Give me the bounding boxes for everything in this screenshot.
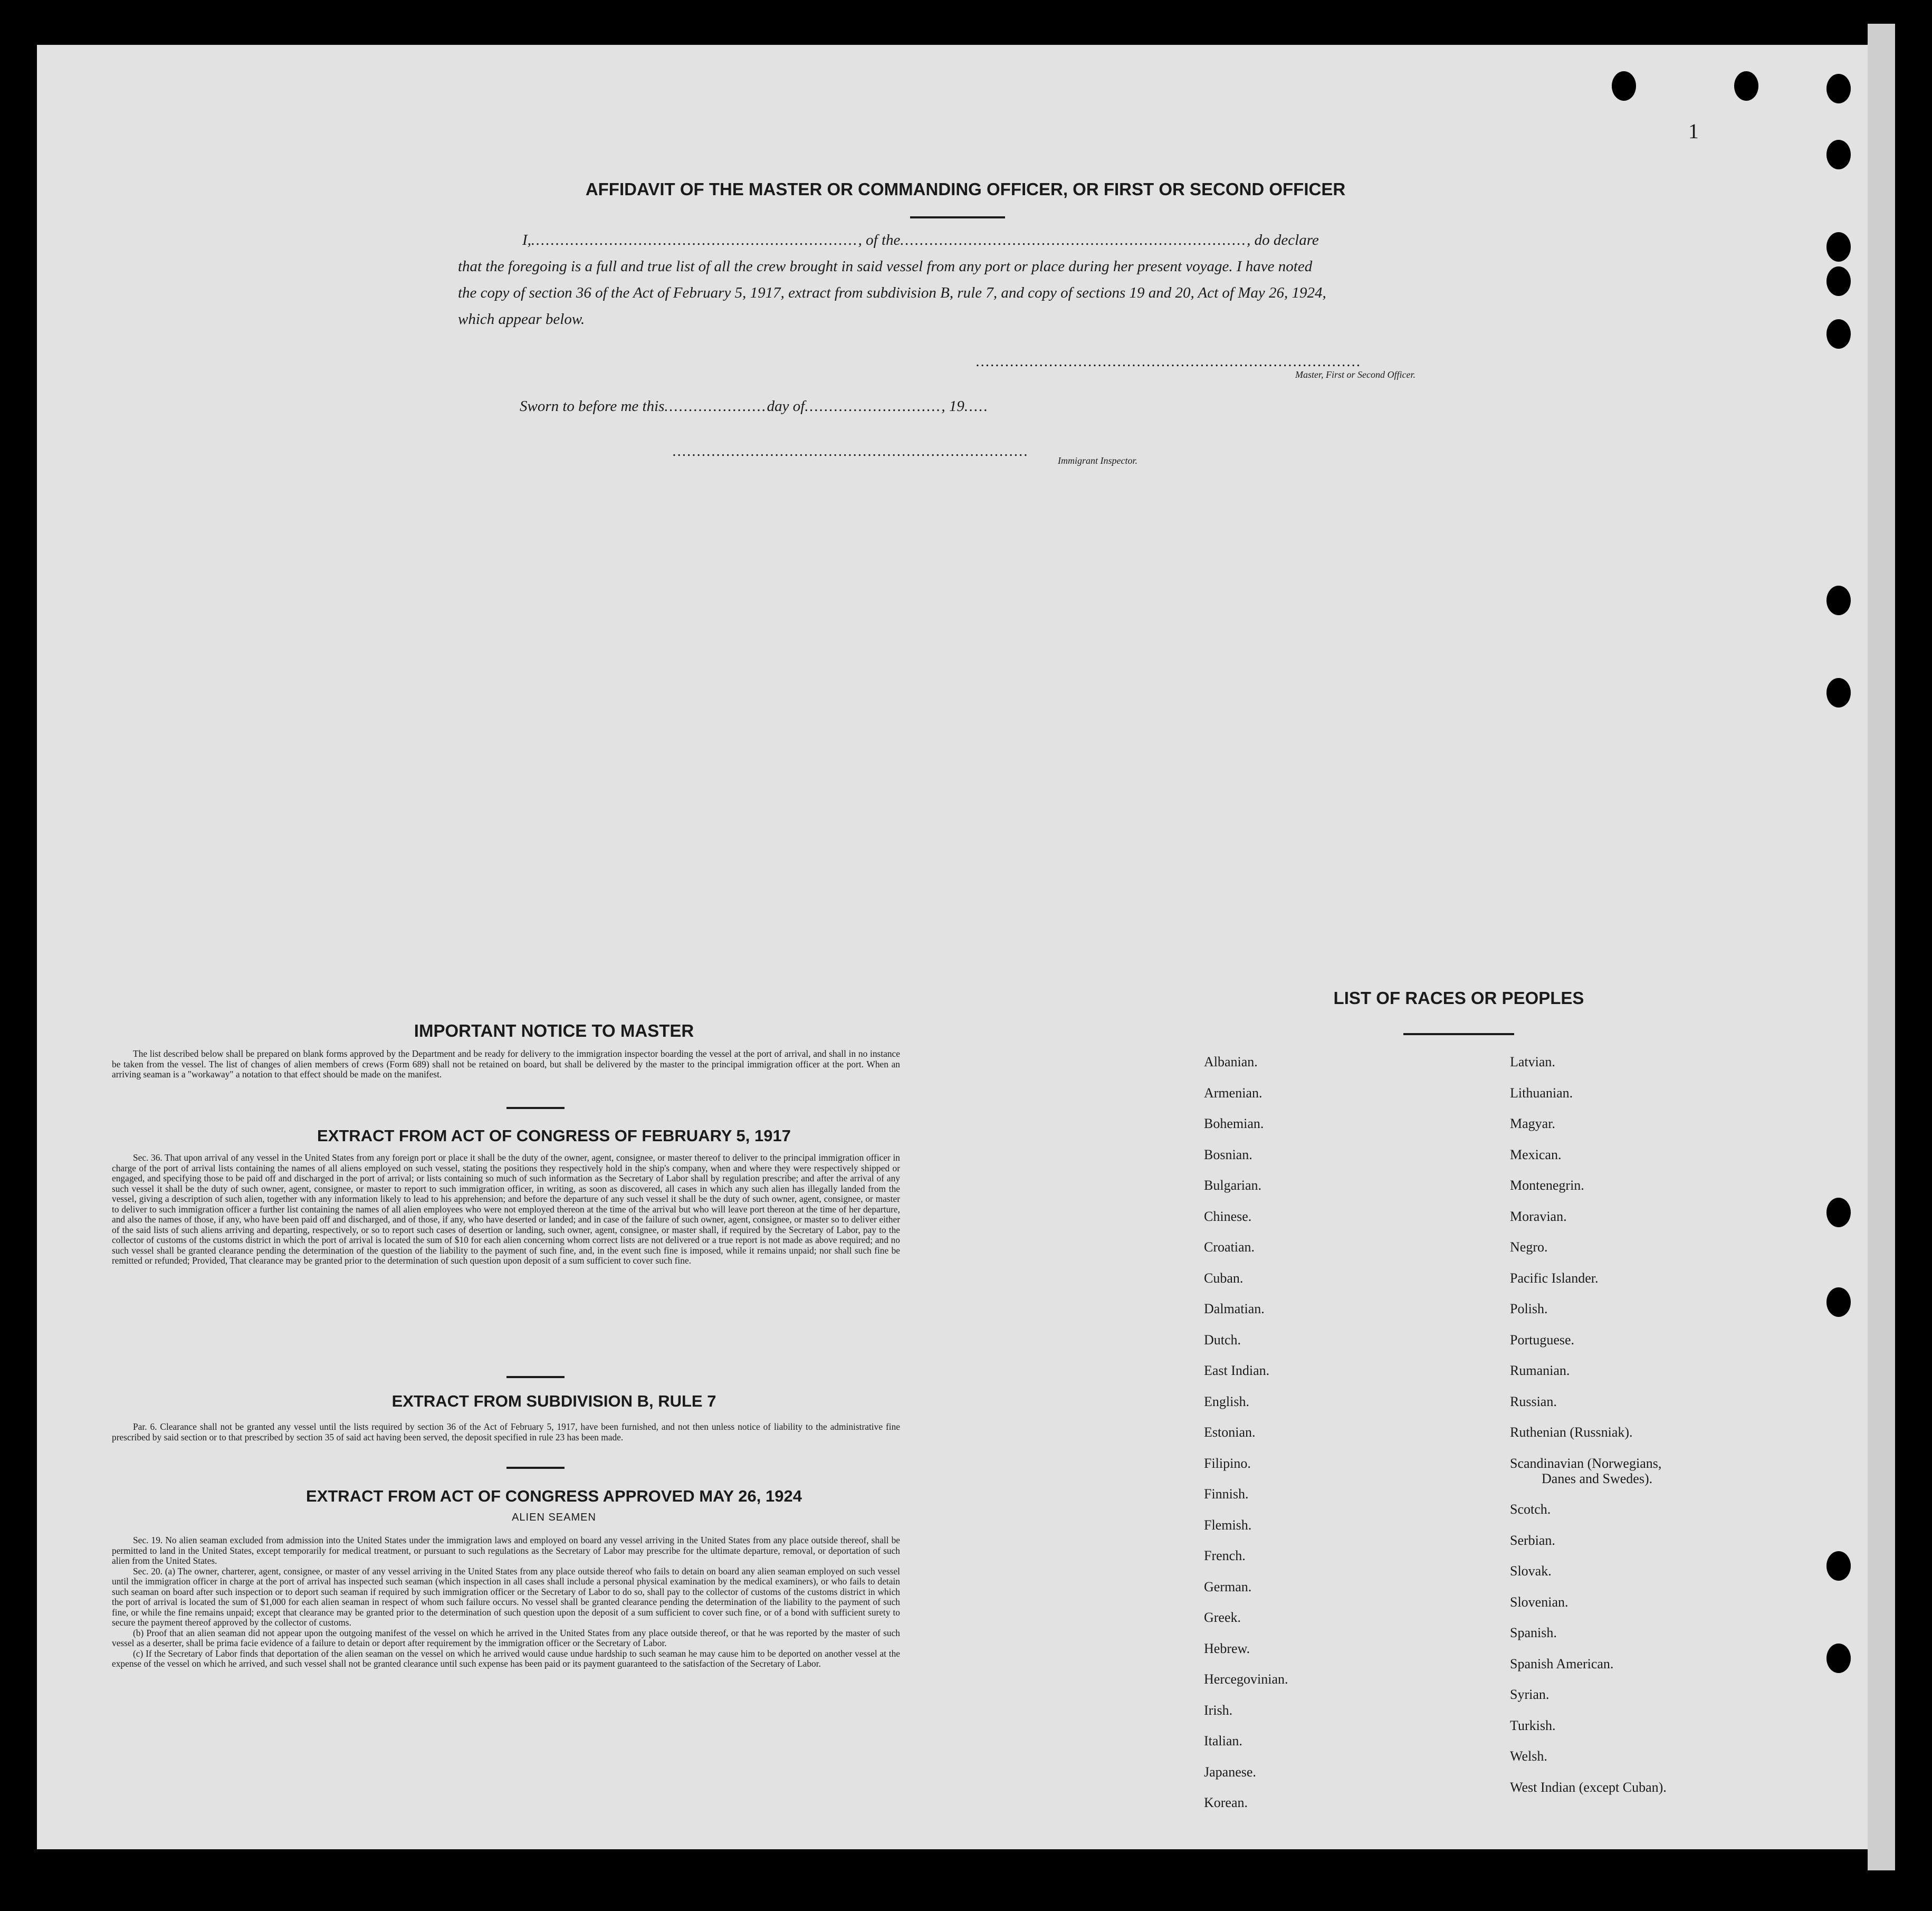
race-item: Montenegrin. (1510, 1178, 1584, 1193)
affidavit-title: AFFIDAVIT OF THE MASTER OR COMMANDING OFFICER, OR FIRST OR SECOND OFFICER (585, 179, 1346, 199)
binder-hole (1826, 1287, 1851, 1317)
extract-1924-title: EXTRACT FROM ACT OF CONGRESS APPROVED MAY 26, 1924 (306, 1487, 802, 1505)
sec-20b-paragraph: (b) Proof that an alien seaman did not appear upon the outgoing manifest of the vessel on which he arrived in the United States from any place outside thereof, or that he was reported by the master of such vessel as a deserter, shall be prima facie evidence of a failure to detain or deport after requirement by the immigration officer or the Secretary of Labor. (112, 1627, 900, 1648)
race-item: Dalmatian. (1204, 1301, 1265, 1316)
binder-hole (1826, 1644, 1851, 1673)
race-item: Dutch. (1204, 1332, 1241, 1348)
races-column-1 (1204, 1054, 1468, 1826)
binder-hole (1826, 232, 1851, 262)
race-item: Slovenian. (1510, 1594, 1568, 1610)
race-item: Serbian. (1510, 1532, 1555, 1548)
race-item: Polish. (1510, 1301, 1548, 1316)
day-of-label: day of (767, 398, 805, 415)
declarant-name-field[interactable]: ................................................................... (531, 232, 858, 249)
race-item: Flemish. (1204, 1517, 1252, 1533)
sec-36-paragraph: Sec. 36. That upon arrival of any vessel in the United States from any foreign port or place it shall be the duty of the owner, agent, consignee, or master thereof to deliver to the principal immigration officer in charge of the port of arrival lists containing the names of all aliens employed on such vessel, stating the positions they respectively hold in the ship's company, when and where they were respectively shipped or engaged, and specifying those to be paid off and discharged in the port of arrival; or lists containing so much of such information as the Secretary of Labor shall by regulation prescribe; and after the arrival of any such vessel it shall be the duty of such owner, agent, consignee, or master to report to such immigration officer, in writing, as soon as discovered, all cases in which any such alien has illegally landed from the vessel, giving a description of such alien, together with any information likely to lead to his apprehension; and before the departure of any such vessel it shall be the duty of such owner, agent, consignee, or master to deliver to such immigration officer a further list containing the names of all alien employees who were not employed thereon at the time of the arrival but who will leave port thereon at the time of her departure, and also the names of those, if any, who have been paid off and discharged, and of those, if any, who have deserted or landed; and in case of the failure of such owner, agent, consignee, or master so to deliver either of the said lists of such aliens arriving and departing, respectively, or so to report such cases of desertion or landing, such owner, agent, consignee, or master shall, if required by the Secretary of Labor, pay to the collector of customs of the customs district in which the port of arrival is located the sum of $10 for each alien concerning whom correct lists are not delivered or a true report is not made as above required; and no such vessel shall be granted clearance pending the determination of the question of the liability to the payment of such fine, and, in the event such fine is imposed, while it remains unpaid; nor shall such fine be remitted or refunded; Provided, That clearance may be granted prior to the determination of such question upon deposit of a sum sufficient to cover such fine. (112, 1152, 900, 1266)
race-item: German. (1204, 1579, 1252, 1594)
race-item: Welsh. (1510, 1748, 1547, 1764)
race-item: Armenian. (1204, 1085, 1263, 1101)
notice-title: IMPORTANT NOTICE TO MASTER (414, 1021, 694, 1040)
sworn-day-field[interactable]: ..................... (664, 398, 767, 415)
vessel-name-field[interactable]: ....................................................................... (900, 232, 1247, 249)
race-item: Korean. (1204, 1795, 1248, 1810)
races-title: LIST OF RACES OR PEOPLES (1333, 988, 1584, 1008)
race-item: Syrian. (1510, 1687, 1550, 1702)
extract-1924-subtitle: ALIEN SEAMEN (512, 1512, 596, 1523)
binder-hole (1612, 71, 1636, 101)
race-item: Finnish. (1204, 1486, 1249, 1502)
declaration-text: that the foregoing is a full and true list of all the crew brought in said vessel from any port or place during her present voyage. I have noted (458, 258, 1313, 275)
notice-paragraph: The list described below shall be prepared on blank forms approved by the Department and be ready for delivery to the immigration inspector boarding the vessel at the port of arrival, and shall in no instance be taken from the vessel. The list of changes of alien members of crews (Form 689) shall not be retained on board, but shall be delivered by the master to the principal immigration officer at the port. When an arriving seaman is a "workaway" a notation to that effect should be made on the manifest. (112, 1048, 900, 1079)
declaration-text: the copy of section 36 of the Act of February 5, 1917, extract from subdivision B, rule 7, and copy of sections 19 and 20, Act of May 26, 1924, (458, 284, 1326, 301)
race-item: Hercegovinian. (1204, 1671, 1288, 1687)
race-item: Hebrew. (1204, 1640, 1250, 1656)
extract-1917-text (112, 1153, 900, 1266)
races-column-2 (1510, 1054, 1784, 1810)
race-item: Irish. (1204, 1702, 1233, 1718)
race-item: Slovak. (1510, 1563, 1552, 1579)
race-item: Scotch. (1510, 1502, 1551, 1517)
race-item: Estonian. (1204, 1425, 1256, 1440)
declaration-text: which appear below. (458, 311, 585, 328)
binder-hole (1826, 586, 1851, 615)
race-item: Albanian. (1204, 1054, 1258, 1069)
par-6-paragraph: Par. 6. Clearance shall not be granted any vessel until the lists required by section 36 of the Act of February 5, 1917, have been furnished, and not then unless notice of liability to the administrative fine prescribed by said section or to that prescribed by section 35 of said act having been served, the deposit specified in rule 23 has been made. (112, 1421, 900, 1442)
divider (506, 1107, 565, 1109)
race-item: Danes and Swedes). (1542, 1470, 1653, 1486)
binder-hole (1826, 266, 1851, 296)
race-item: Rumanian. (1510, 1363, 1570, 1378)
race-item: Spanish American. (1510, 1656, 1614, 1671)
race-item: Bulgarian. (1204, 1178, 1262, 1193)
binder-hole (1826, 319, 1851, 349)
sec-20a-paragraph: Sec. 20. (a) The owner, charterer, agent, consignee, or master of any vessel arriving in the United States from any place outside thereof who fails to detain on board any alien seaman employed on such vessel until the immigration officer in charge at the port of arrival has inspected such seaman (which inspection in all cases shall include a personal physical examination by the medical examiners), or who fails to detain such seaman on board after such inspection or to deport such seaman if required by such immigration officer or the Secretary of Labor to do so, shall pay to the collector of customs of the customs district in which the port of arrival is located the sum of $1,000 for each alien seaman in respect of whom such failure occurs. No vessel shall be granted clearance pending the determination of the liability to the payment of such fine, or while the fine remains unpaid; except that clearance may be granted prior to the determination of such question upon the deposit of a sum sufficient to cover such fine, or of a bond with sufficient surety to secure the payment thereof approved by the collector of customs. (112, 1565, 900, 1628)
race-item: Pacific Islander. (1510, 1270, 1599, 1286)
race-item: Bohemian. (1204, 1116, 1264, 1131)
year-label: , 19 (941, 398, 964, 415)
race-item: East Indian. (1204, 1363, 1270, 1378)
race-item: Chinese. (1204, 1208, 1252, 1224)
race-item: Spanish. (1510, 1625, 1557, 1640)
race-item: Turkish. (1510, 1717, 1556, 1733)
race-item: Negro. (1510, 1239, 1548, 1255)
race-item: Moravian. (1510, 1208, 1567, 1224)
binder-hole (1826, 74, 1851, 103)
master-signature-caption: Master, First or Second Officer. (1295, 369, 1415, 380)
sworn-label: Sworn to before me this (520, 398, 665, 415)
race-item: Latvian. (1510, 1054, 1555, 1069)
vessel-label: , of the (858, 232, 901, 249)
master-signature-field[interactable]: ............................................................................... (976, 353, 1362, 370)
race-item: Lithuanian. (1510, 1085, 1573, 1101)
declarant-label: I, (522, 232, 531, 249)
inspector-signature-caption: Immigrant Inspector. (1058, 455, 1137, 466)
binder-hole (1826, 140, 1851, 169)
race-item: Croatian. (1204, 1239, 1255, 1255)
binder-hole (1734, 71, 1758, 101)
divider (506, 1376, 565, 1378)
notice-text (112, 1049, 900, 1080)
page-edge (1868, 24, 1895, 1870)
sworn-line (520, 393, 1206, 419)
race-item: English. (1204, 1393, 1249, 1409)
race-item: West Indian (except Cuban). (1510, 1779, 1667, 1795)
race-item: Bosnian. (1204, 1146, 1252, 1162)
race-item: Cuban. (1204, 1270, 1244, 1286)
race-item: Scandinavian (Norwegians, (1510, 1455, 1662, 1471)
divider (506, 1467, 565, 1469)
race-item: Magyar. (1510, 1116, 1555, 1131)
sec-19-paragraph: Sec. 19. No alien seaman excluded from admission into the United States under the immigration laws and employed on board any vessel arriving in the United States from any place outside thereof, shall be permitted to land in the United States, except temporarily for medical treatment, or pursuant to such regulations as the Secretary of Labor may prescribe for the ultimate departure, removal, or deportation of such alien from the United States. (112, 1535, 900, 1566)
extract-1924-text (112, 1535, 900, 1669)
page-number: 1 (1688, 119, 1699, 143)
race-item: Japanese. (1204, 1764, 1256, 1780)
race-item: Filipino. (1204, 1455, 1251, 1471)
binder-hole (1826, 1198, 1851, 1227)
sworn-year-field[interactable]: ..... (964, 398, 989, 415)
binder-hole (1826, 1551, 1851, 1581)
race-item: Russian. (1510, 1393, 1557, 1409)
race-item: French. (1204, 1548, 1246, 1563)
declaration-line (522, 227, 1477, 253)
race-item: Ruthenian (Russniak). (1510, 1425, 1633, 1440)
extract-1917-title: EXTRACT FROM ACT OF CONGRESS OF FEBRUARY 5, 1917 (317, 1126, 791, 1145)
race-item: Greek. (1204, 1610, 1241, 1625)
divider (910, 216, 1005, 218)
extract-rule7-title: EXTRACT FROM SUBDIVISION B, RULE 7 (391, 1392, 716, 1410)
inspector-signature-field[interactable]: ......................................................................... (673, 443, 1029, 460)
sworn-month-field[interactable]: ............................ (805, 398, 942, 415)
divider (1403, 1033, 1514, 1035)
sec-20c-paragraph: (c) If the Secretary of Labor finds that deportation of the alien seaman on the vessel on which he arrived would cause undue hardship to such seaman he may cause him to be deported on another vessel at the expense of the vessel on which he arrived, and such vessel shall not be granted clearance until such expense has been paid or its payment guaranteed to the satisfaction of the Secretary of Labor. (112, 1648, 900, 1669)
binder-hole (1826, 678, 1851, 708)
extract-rule7-text (112, 1422, 900, 1442)
race-item: Portuguese. (1510, 1332, 1575, 1348)
race-item: Mexican. (1510, 1146, 1562, 1162)
race-item: Italian. (1204, 1733, 1242, 1748)
declare-label: , do declare (1247, 232, 1319, 249)
